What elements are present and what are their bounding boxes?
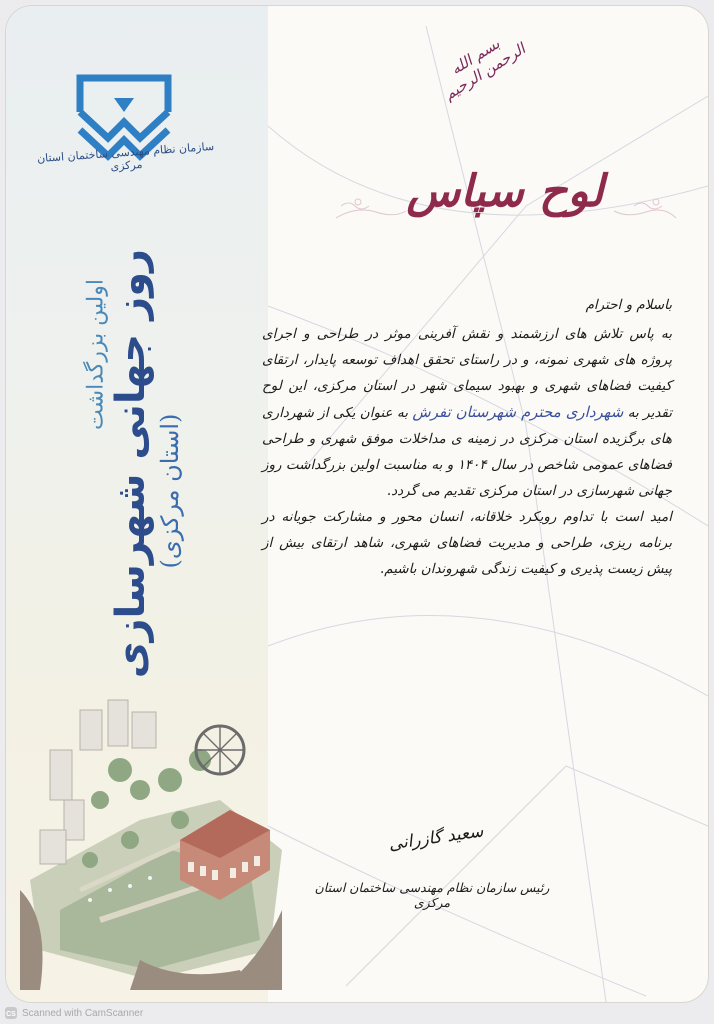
appreciation-text-part-2: به عنوان یکی از شهرداری های برگزیده استان مرکزی در زمینه ی مداخلات موفق شهری و طراحی فضاهای عمومی شاخص در سال ۱۴۰۴ و به مناسبت اولین بزرگداشت روز جهانی شهرسازی در استان مرکزی تقدیم می گردد.: [262, 405, 672, 499]
certificate-body: [262, 292, 672, 582]
appreciation-text-part-1: به پاس تلاش های ارزشمند و نقش آفرینی موثر در طراحی و اجرای پروژه های شهری نمونه، و در راستای تحقق اهداف توسعه پایدار، ارتقای کیفیت فضاهای شهری و بهبود سیمای شهر در استان مرکزی، این لوح تقدیر به: [262, 326, 673, 421]
certificate-title: لوح سپاس: [406, 166, 604, 217]
signer-title: رئیس سازمان نظام مهندسی ساختمان استان مرکزی: [314, 880, 550, 910]
svg-text:CS: CS: [6, 1011, 16, 1018]
sidebar-event-title: روز جهانی شهرسازی: [108, 249, 154, 679]
recipient-name: شهرداری محترم شهرستان تفرش: [412, 403, 624, 421]
signature: سعید گازرانی: [387, 821, 485, 855]
sidebar-first-line: اولین بزرگداشت: [83, 279, 109, 430]
camscanner-icon: [4, 1006, 18, 1020]
hope-paragraph: امید است با تداوم رویکرد خلاقانه، انسان محور و مشارکت جویانه در برنامه ریزی، طراحی و مدیریت فضاهای شهری، شاهد ارتقای بیش از پیش زیست پذیری و کیفیت زندگی شهروندان باشیم.: [262, 509, 672, 577]
scanner-label: Scanned with CamScanner: [22, 1007, 144, 1019]
city-illustration: [20, 690, 288, 990]
scanner-watermark: [4, 1004, 143, 1022]
bismillah-calligraphy: بسم الله الرحمن الرحیم: [441, 34, 529, 104]
organization-name: سازمان نظام مهندسی ساختمان استان مرکزی: [36, 139, 215, 174]
salutation: باسلام و احترام: [585, 297, 672, 313]
sidebar-province: (استان مرکزی): [156, 413, 184, 569]
certificate-paper: [6, 6, 708, 1002]
appreciation-paragraph: [262, 321, 672, 504]
